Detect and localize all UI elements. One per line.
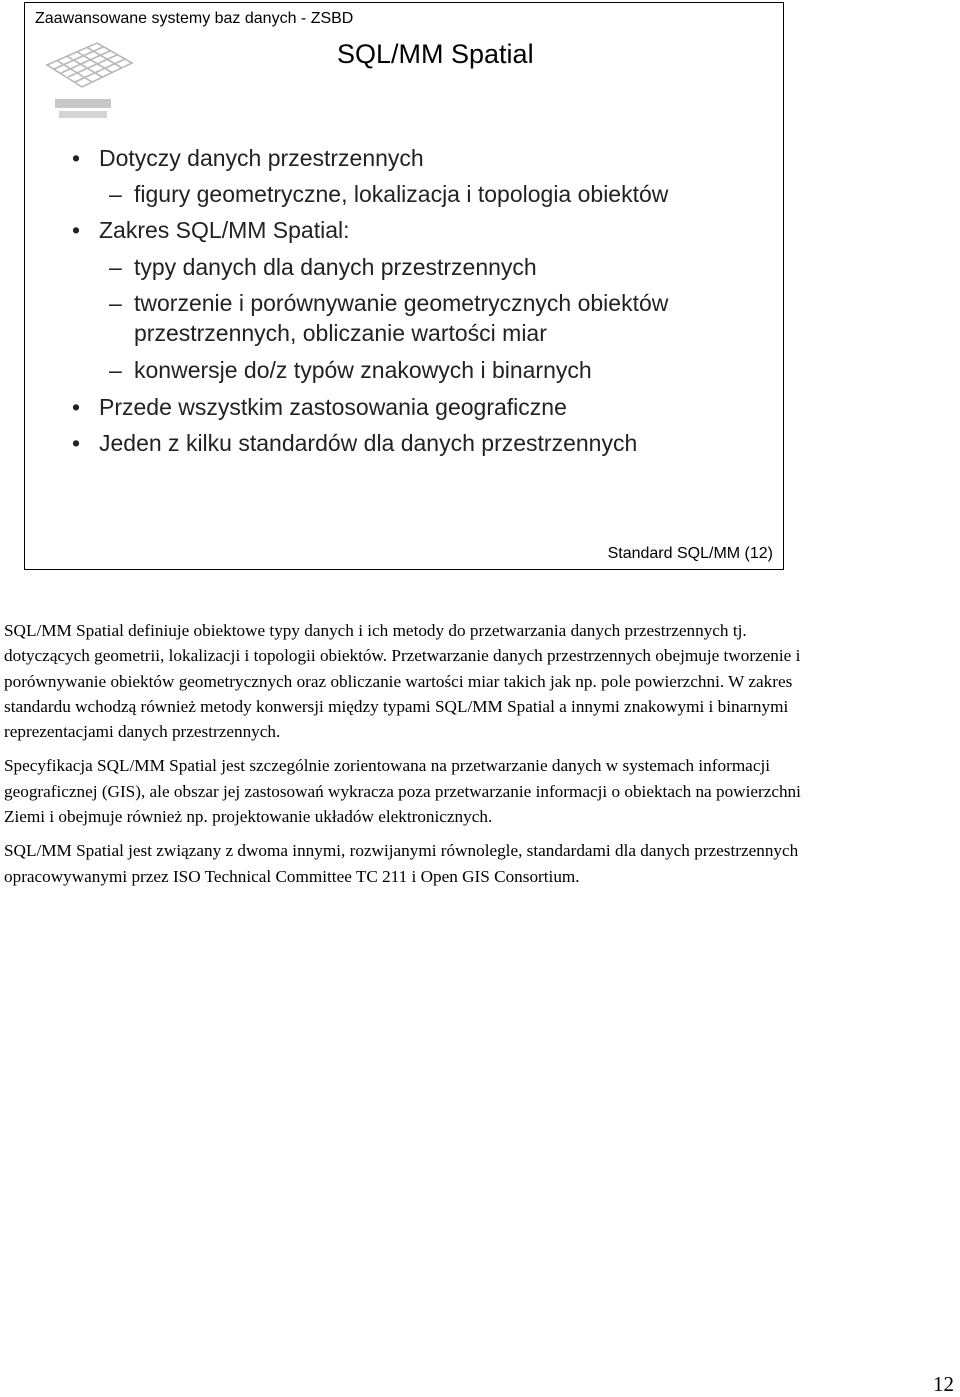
notes-text (4, 618, 804, 898)
dash-icon: – (109, 181, 122, 207)
notes-paragraph: SQL/MM Spatial jest związany z dwoma innymi, rozwijanymi równolegle, standardami dla danych przestrzennych opracowywanymi przez ISO Technical Committee TC 211 i Open GIS Consortium. (4, 841, 799, 886)
bullet-dot-icon: • (72, 430, 81, 456)
slide-footer-label: Standard SQL/MM (12) (607, 545, 773, 562)
slide-header: Zaawansowane systemy baz danych - ZSBD (35, 10, 354, 27)
page-number: 12 (933, 1372, 954, 1396)
dash-icon: – (109, 290, 122, 316)
bullet-item: • Jeden z kilku standardów dla danych przestrzennych (72, 430, 638, 456)
notes-paragraph: Specyfikacja SQL/MM Spatial jest szczególnie zorientowana na przetwarzanie danych w systemach informacji geograficznej (GIS), ale obszar jej zastosowań wykracza poza przetwarzanie informacji o obiektach na powierzchni Ziemi i obejmuje również np. projektowanie układów elektronicznych. (4, 756, 801, 827)
bullet-dot-icon: • (72, 145, 81, 171)
slide-title: SQL/MM Spatial (337, 39, 534, 69)
bullet-item: • Zakres SQL/MM Spatial: (72, 217, 350, 243)
notes-paragraph: SQL/MM Spatial definiuje obiektowe typy danych i ich metody do przetwarzania danych przestrzennych tj. dotyczących geometrii, lokalizacji i topologii obiektów. Przetwarzanie danych przestrzennych obejmuje tworzenie i porównywanie obiektów geometrycznych oraz obliczanie wartości miar takich jak np. pole powierzchni. W zakres standardu wchodzą również metody konwersji między typami SQL/MM Spatial a innymi znakowymi i binarnymi reprezentacjami danych przestrzennych. (4, 621, 801, 742)
sub-bullet-item: – figury geometryczne, lokalizacja i topologia obiektów (109, 181, 669, 207)
bullet-dot-icon: • (72, 394, 81, 420)
bullet-dot-icon: • (72, 217, 81, 243)
slide-frame (24, 2, 784, 570)
dash-icon: – (109, 254, 122, 280)
sub-bullet-item: – konwersje do/z typów znakowych i binarnych (109, 357, 592, 383)
sub-bullet-item: – tworzenie i porównywanie geometrycznych obiektów (109, 290, 669, 316)
bullet-item: • Przede wszystkim zastosowania geograficzne (72, 394, 567, 420)
bullet-item: • Dotyczy danych przestrzennych (72, 145, 424, 171)
sub-bullet-item: – typy danych dla danych przestrzennych (109, 254, 537, 280)
dash-icon: – (109, 357, 122, 383)
university-grid-logo-icon (37, 35, 137, 125)
sub-bullet-continuation: przestrzennych, obliczanie wartości miar (134, 320, 547, 346)
